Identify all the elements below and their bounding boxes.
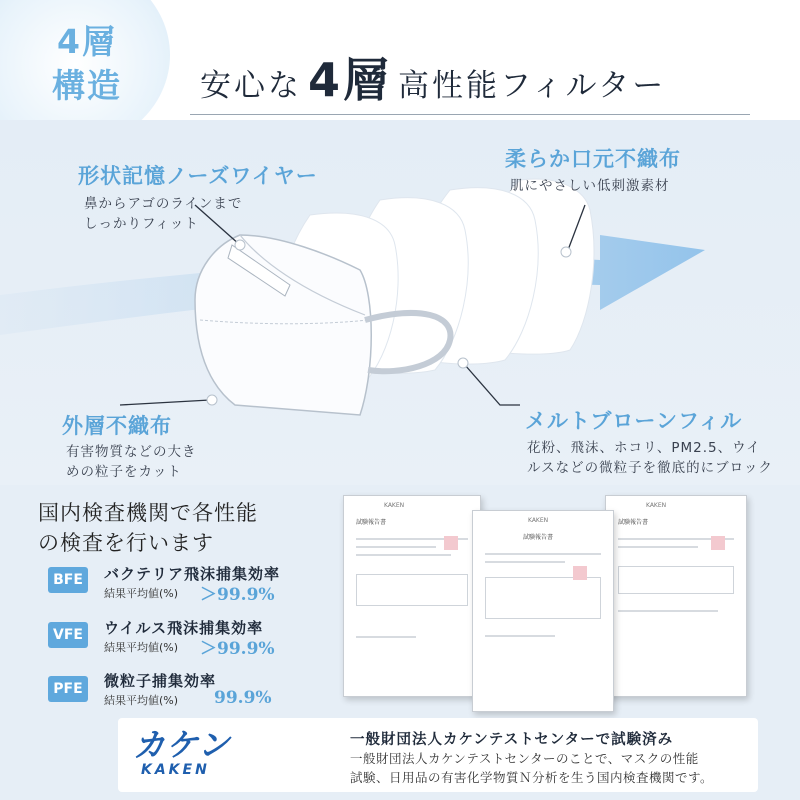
callout-nose-title: 形状記憶ノーズワイヤー xyxy=(78,164,318,188)
kaken-logo-jp: カケン xyxy=(133,726,231,764)
vfe-tag: VFE xyxy=(48,622,88,648)
doc-center-title: 試験報告書 xyxy=(523,534,554,541)
doc-right-header: KAKEN xyxy=(646,502,667,509)
seal-stamp-center xyxy=(573,566,587,580)
headline-post: 高性能フィルター xyxy=(398,68,667,104)
headline xyxy=(200,44,760,107)
kaken-logo xyxy=(133,728,253,784)
kaken-logo-en: KAKEN xyxy=(141,762,210,778)
bfe-tag: BFE xyxy=(48,567,88,593)
vfe-value: ＞99.9% xyxy=(200,639,275,659)
callout-outer-line2: めの粒子をカット xyxy=(66,464,182,480)
report-document-center xyxy=(472,510,614,712)
bfe-value: ＞99.9% xyxy=(200,585,275,605)
callout-nose-line2: しっかりフィット xyxy=(84,216,199,232)
vfe-title: ウイルス飛沫捕集効率 xyxy=(104,619,264,637)
pfe-title: 微粒子捕集効率 xyxy=(104,672,217,690)
headline-underline xyxy=(190,114,750,115)
headline-pre: 安心な xyxy=(200,68,302,104)
callout-outer-title: 外層不織布 xyxy=(62,414,172,438)
seal-stamp-right xyxy=(711,536,725,550)
inspection-heading xyxy=(38,498,258,558)
footer-body xyxy=(350,749,713,787)
bfe-sub: 結果平均値(%) xyxy=(104,587,179,600)
pfe-value: 99.9% xyxy=(214,688,272,708)
four-layer-badge xyxy=(42,20,132,108)
callout-meltblown-line1: 花粉、飛沫、ホコリ、PM2.5、ウイ xyxy=(527,440,761,456)
callout-meltblown-desc xyxy=(527,438,773,478)
vfe-sub: 結果平均値(%) xyxy=(104,641,179,654)
badge-line-2: 構造 xyxy=(52,66,122,105)
leader-meltblown xyxy=(465,365,520,405)
callout-inner-title: 柔らか口元不織布 xyxy=(505,147,681,171)
doc-left-title: 試験報告書 xyxy=(356,519,387,526)
callout-outer-desc xyxy=(66,442,197,482)
dot-nose xyxy=(235,240,245,250)
callout-meltblown-title: メルトブローンフィル xyxy=(525,409,743,433)
seal-stamp-left xyxy=(444,536,458,550)
callout-inner-line1: 肌にやさしい低刺激素材 xyxy=(510,178,670,194)
doc-left-header: KAKEN xyxy=(384,502,405,509)
leader-outer xyxy=(120,400,210,405)
callout-nose-line1: 鼻からアゴのラインまで xyxy=(84,196,243,212)
dot-outer xyxy=(207,395,217,405)
footer-body-line2: 試験、日用品の有害化学物質Ｎ分析を生う国内検査機関です。 xyxy=(350,770,714,785)
doc-right-title: 試験報告書 xyxy=(618,519,649,526)
footer-body-line1: 一般財団法人カケンテストセンターのことで、マスクの性能 xyxy=(350,751,699,766)
headline-emphasis: 4層 xyxy=(308,53,393,107)
callout-nose-desc xyxy=(84,194,242,234)
dot-inner xyxy=(561,247,571,257)
footer-title: 一般財団法人カケンテストセンターで試験済み xyxy=(350,732,674,748)
report-document-right xyxy=(605,495,747,697)
pfe-sub: 結果平均値(%) xyxy=(104,694,179,707)
callout-outer-line1: 有害物質などの大き xyxy=(66,444,197,460)
bfe-title: バクテリア飛沫捕集効率 xyxy=(104,565,281,583)
inspection-heading-line2: の検査を行います xyxy=(38,531,214,555)
badge-line-1: 4層 xyxy=(57,22,117,61)
pfe-tag: PFE xyxy=(48,676,88,702)
report-document-left xyxy=(343,495,481,697)
doc-center-header: KAKEN xyxy=(528,517,549,524)
dot-meltblown xyxy=(458,358,468,368)
inspection-heading-line1: 国内検査機関で各性能 xyxy=(38,501,258,525)
callout-meltblown-line2: ルスなどの微粒子を徹底的にブロック xyxy=(527,460,773,476)
